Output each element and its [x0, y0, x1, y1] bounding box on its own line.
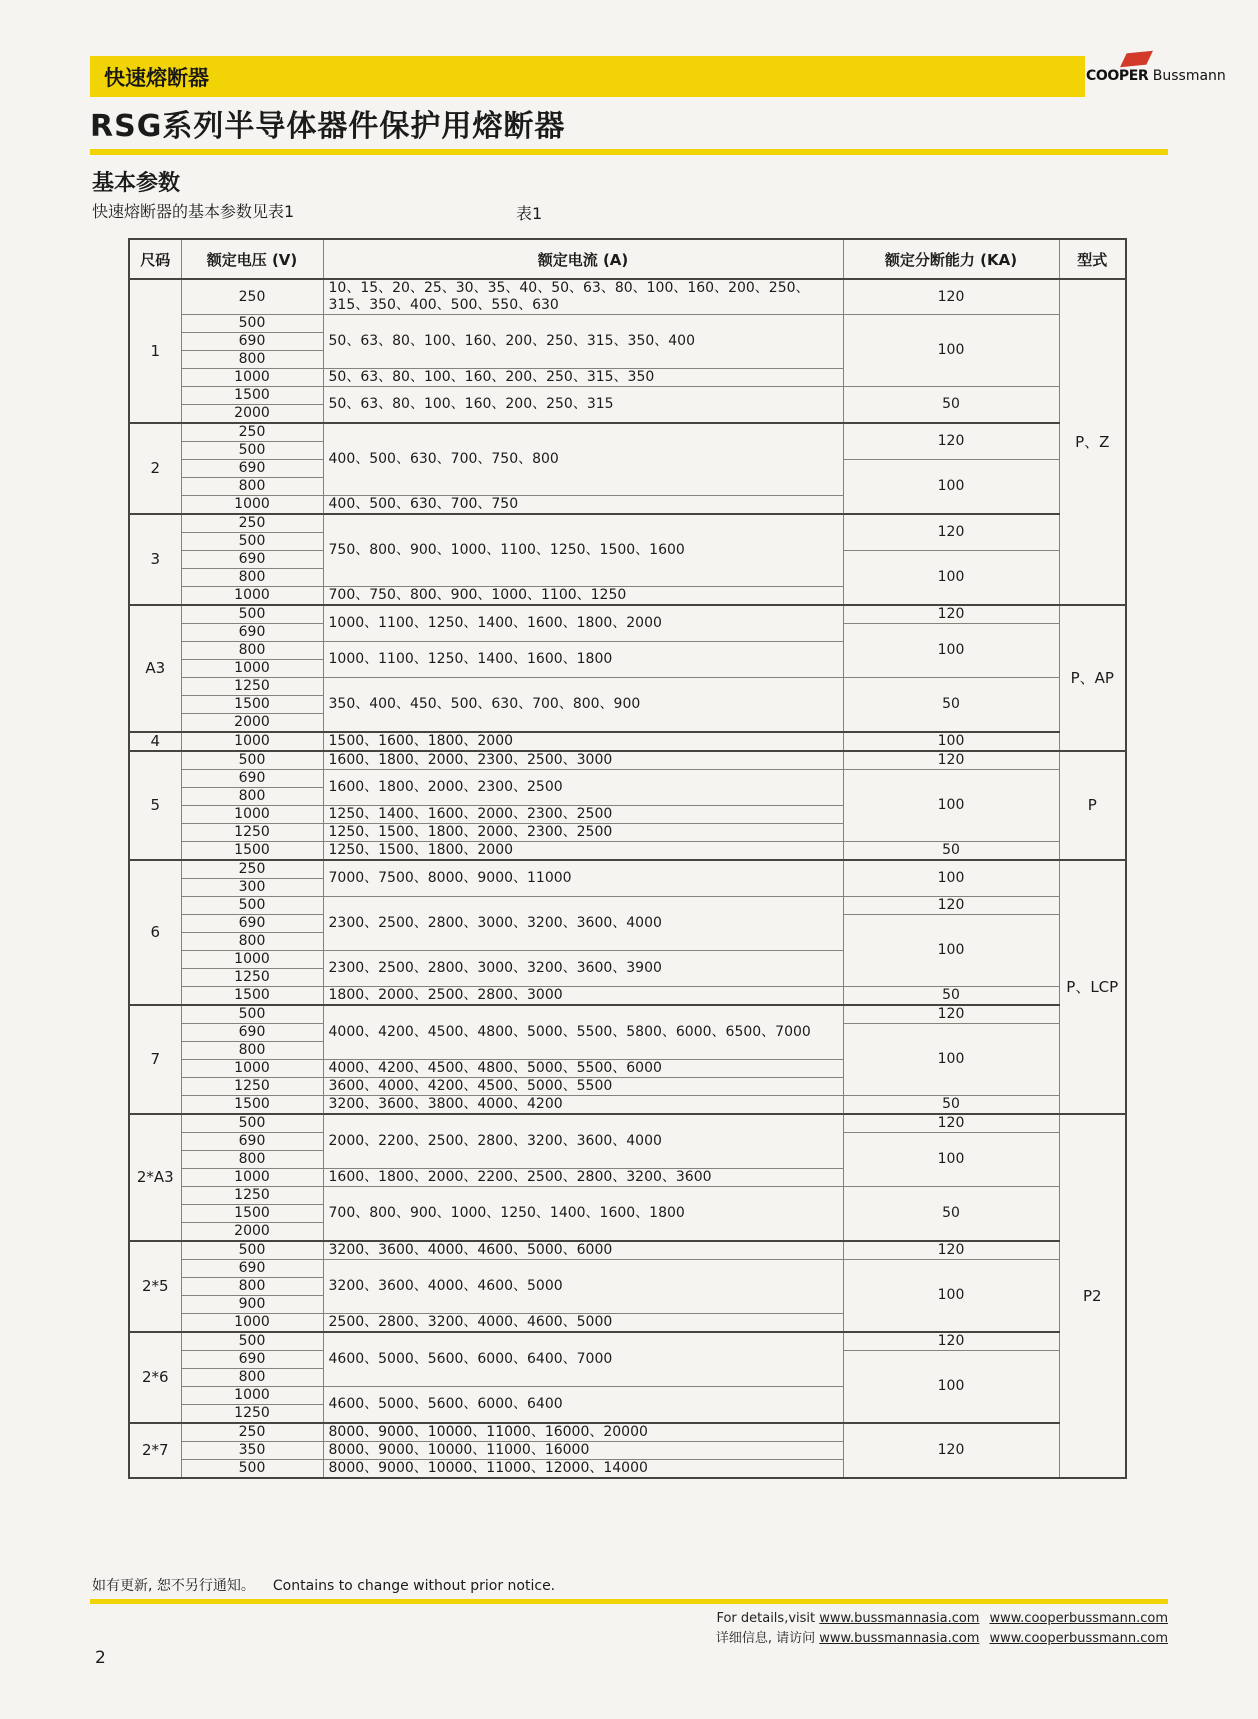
ka-cell: 120 [843, 423, 1059, 460]
voltage-cell: 500 [181, 1241, 323, 1260]
table-row [129, 1423, 1126, 1442]
current-cell: 50、63、80、100、160、200、250、315、350 [323, 369, 843, 387]
current-cell: 50、63、80、100、160、200、250、315 [323, 387, 843, 424]
table-row [129, 387, 1126, 405]
voltage-cell: 1000 [181, 496, 323, 515]
ka-cell: 100 [843, 770, 1059, 842]
voltage-cell: 800 [181, 1278, 323, 1296]
voltage-cell: 690 [181, 1351, 323, 1369]
table-row [129, 732, 1126, 751]
voltage-cell: 1000 [181, 1387, 323, 1405]
current-cell: 3600、4000、4200、4500、5000、5500 [323, 1078, 843, 1096]
params-table [128, 238, 1127, 1479]
voltage-cell: 1000 [181, 587, 323, 606]
voltage-cell: 1000 [181, 369, 323, 387]
voltage-cell: 500 [181, 1114, 323, 1133]
ka-cell: 100 [843, 315, 1059, 387]
table-row [129, 605, 1126, 624]
col-header-size: 尺码 [129, 239, 181, 279]
footer-links [716, 1609, 1168, 1649]
current-cell: 350、400、450、500、630、700、800、900 [323, 678, 843, 733]
table-caption: 表1 [516, 204, 543, 223]
type-cell: P、LCP [1059, 860, 1126, 1114]
ka-cell: 100 [843, 460, 1059, 515]
table-row [129, 1005, 1126, 1024]
voltage-cell: 690 [181, 915, 323, 933]
voltage-cell: 350 [181, 1442, 323, 1460]
ka-cell: 50 [843, 1187, 1059, 1242]
current-cell: 400、500、630、700、750 [323, 496, 843, 515]
ka-cell: 100 [843, 1133, 1059, 1187]
table-row [129, 860, 1126, 879]
logo-bussmann: Bussmann [1152, 68, 1226, 84]
voltage-cell: 800 [181, 351, 323, 369]
ka-cell: 120 [843, 605, 1059, 624]
voltage-cell: 690 [181, 624, 323, 642]
voltage-cell: 800 [181, 933, 323, 951]
voltage-cell: 250 [181, 423, 323, 442]
section-heading: 基本参数 [92, 171, 181, 196]
ka-cell: 100 [843, 624, 1059, 678]
page-title: RSG系列半导体器件保护用熔断器 [90, 109, 566, 144]
section-subtitle: 快速熔断器的基本参数见表1 [92, 202, 295, 221]
voltage-cell: 690 [181, 551, 323, 569]
ka-cell: 100 [843, 915, 1059, 987]
size-cell: 7 [129, 1005, 181, 1114]
voltage-cell: 900 [181, 1296, 323, 1314]
yellow-rule-top [90, 149, 1168, 155]
voltage-cell: 1000 [181, 732, 323, 751]
params-table-grid [128, 238, 1127, 1479]
table-row [129, 751, 1126, 770]
size-cell: A3 [129, 605, 181, 732]
voltage-cell: 1500 [181, 1205, 323, 1223]
voltage-cell: 800 [181, 642, 323, 660]
footer-note-en: Contains to change without prior notice. [272, 1578, 556, 1594]
table-row [129, 842, 1126, 861]
page-number: 2 [95, 1648, 106, 1668]
voltage-cell: 800 [181, 478, 323, 496]
bussmannasia-link-zh[interactable]: www.bussmannasia.com [819, 1631, 980, 1646]
cooperbussmann-link-zh[interactable]: www.cooperbussmann.com [989, 1631, 1168, 1646]
ka-cell: 120 [843, 1241, 1059, 1260]
voltage-cell: 800 [181, 1151, 323, 1169]
current-cell: 2300、2500、2800、3000、3200、3600、4000 [323, 897, 843, 951]
current-cell: 1600、1800、2000、2300、2500 [323, 770, 843, 806]
ka-cell: 50 [843, 387, 1059, 424]
voltage-cell: 690 [181, 770, 323, 788]
voltage-cell: 1000 [181, 660, 323, 678]
voltage-cell: 1250 [181, 969, 323, 987]
size-cell: 4 [129, 732, 181, 751]
size-cell: 6 [129, 860, 181, 1005]
current-cell: 1250、1500、1800、2000、2300、2500 [323, 824, 843, 842]
voltage-cell: 1250 [181, 1405, 323, 1424]
table-row [129, 678, 1126, 696]
voltage-cell: 2000 [181, 1223, 323, 1242]
voltage-cell: 1250 [181, 824, 323, 842]
voltage-cell: 1500 [181, 387, 323, 405]
voltage-cell: 300 [181, 879, 323, 897]
current-cell: 7000、7500、8000、9000、11000 [323, 860, 843, 897]
params-table-body [129, 279, 1126, 1478]
size-cell: 2*A3 [129, 1114, 181, 1241]
current-cell: 4000、4200、4500、4800、5000、5500、5800、6000、6500、7000 [323, 1005, 843, 1060]
current-cell: 1000、1100、1250、1400、1600、1800、2000 [323, 605, 843, 642]
voltage-cell: 1250 [181, 1078, 323, 1096]
voltage-cell: 1000 [181, 1060, 323, 1078]
size-cell: 3 [129, 514, 181, 605]
ka-cell: 100 [843, 1260, 1059, 1333]
voltage-cell: 690 [181, 1024, 323, 1042]
current-cell: 2500、2800、3200、4000、4600、5000 [323, 1314, 843, 1333]
table-row [129, 770, 1126, 788]
current-cell: 2000、2200、2500、2800、3200、3600、4000 [323, 1114, 843, 1169]
type-cell: P、AP [1059, 605, 1126, 751]
voltage-cell: 500 [181, 1332, 323, 1351]
table-row [129, 315, 1126, 333]
current-cell: 50、63、80、100、160、200、250、315、350、400 [323, 315, 843, 369]
cooper-bussmann-logo [1086, 52, 1226, 84]
footer-note-zh: 如有更新, 恕不另行通知。 [92, 1578, 255, 1594]
col-header-voltage: 额定电压 (V) [181, 239, 323, 279]
voltage-cell: 500 [181, 533, 323, 551]
voltage-cell: 690 [181, 333, 323, 351]
current-cell: 8000、9000、10000、11000、12000、14000 [323, 1460, 843, 1479]
table-row [129, 1096, 1126, 1115]
size-cell: 1 [129, 279, 181, 423]
current-cell: 3200、3600、4000、4600、5000、6000 [323, 1241, 843, 1260]
current-cell: 700、750、800、900、1000、1100、1250 [323, 587, 843, 606]
table-row [129, 1114, 1126, 1133]
voltage-cell: 690 [181, 460, 323, 478]
ka-cell: 50 [843, 842, 1059, 861]
voltage-cell: 1250 [181, 1187, 323, 1205]
voltage-cell: 1000 [181, 1169, 323, 1187]
current-cell: 1000、1100、1250、1400、1600、1800 [323, 642, 843, 678]
current-cell: 8000、9000、10000、11000、16000、20000 [323, 1423, 843, 1442]
ka-cell: 120 [843, 751, 1059, 770]
voltage-cell: 800 [181, 788, 323, 806]
voltage-cell: 800 [181, 569, 323, 587]
table-row [129, 279, 1126, 315]
voltage-cell: 500 [181, 442, 323, 460]
yellow-rule-bottom [90, 1599, 1168, 1604]
banner-label: 快速熔断器 [104, 65, 209, 90]
table-row [129, 423, 1126, 442]
ka-cell: 50 [843, 987, 1059, 1006]
voltage-cell: 690 [181, 1133, 323, 1151]
current-cell: 2300、2500、2800、3000、3200、3600、3900 [323, 951, 843, 987]
current-cell: 1250、1500、1800、2000 [323, 842, 843, 861]
cooperbussmann-link[interactable]: www.cooperbussmann.com [989, 1611, 1168, 1626]
voltage-cell: 800 [181, 1042, 323, 1060]
ka-cell: 120 [843, 279, 1059, 315]
size-cell: 2*6 [129, 1332, 181, 1423]
current-cell: 700、800、900、1000、1250、1400、1600、1800 [323, 1187, 843, 1242]
voltage-cell: 690 [181, 1260, 323, 1278]
current-cell: 10、15、20、25、30、35、40、50、63、80、100、160、200、250、315、350、400、500、550、630 [323, 279, 843, 315]
ka-cell: 50 [843, 1096, 1059, 1115]
voltage-cell: 1500 [181, 842, 323, 861]
footer-links-line-zh [716, 1629, 1168, 1649]
table-row [129, 987, 1126, 1006]
voltage-cell: 800 [181, 1369, 323, 1387]
table-row [129, 1332, 1126, 1351]
voltage-cell: 250 [181, 514, 323, 533]
current-cell: 400、500、630、700、750、800 [323, 423, 843, 496]
voltage-cell: 250 [181, 860, 323, 879]
current-cell: 1600、1800、2000、2300、2500、3000 [323, 751, 843, 770]
current-cell: 1600、1800、2000、2200、2500、2800、3200、3600 [323, 1169, 843, 1187]
table-row [129, 1241, 1126, 1260]
current-cell: 750、800、900、1000、1100、1250、1500、1600 [323, 514, 843, 587]
voltage-cell: 1500 [181, 1096, 323, 1115]
current-cell: 4000、4200、4500、4800、5000、5500、6000 [323, 1060, 843, 1078]
table-row [129, 897, 1126, 915]
voltage-cell: 1500 [181, 987, 323, 1006]
type-cell: P2 [1059, 1114, 1126, 1478]
current-cell: 1500、1600、1800、2000 [323, 732, 843, 751]
voltage-cell: 250 [181, 1423, 323, 1442]
table-row [129, 1187, 1126, 1205]
size-cell: 2 [129, 423, 181, 514]
voltage-cell: 1000 [181, 806, 323, 824]
voltage-cell: 1500 [181, 696, 323, 714]
current-cell: 4600、5000、5600、6000、6400、7000 [323, 1332, 843, 1387]
table-header-row [129, 239, 1126, 279]
voltage-cell: 1000 [181, 951, 323, 969]
voltage-cell: 500 [181, 1005, 323, 1024]
ka-cell: 100 [843, 551, 1059, 606]
footer-links-line-en [716, 1609, 1168, 1629]
size-cell: 2*7 [129, 1423, 181, 1478]
voltage-cell: 2000 [181, 714, 323, 733]
size-cell: 2*5 [129, 1241, 181, 1332]
voltage-cell: 500 [181, 897, 323, 915]
ka-cell: 120 [843, 514, 1059, 551]
col-header-type: 型式 [1059, 239, 1126, 279]
ka-cell: 120 [843, 1423, 1059, 1478]
current-cell: 3200、3600、3800、4000、4200 [323, 1096, 843, 1115]
voltage-cell: 500 [181, 315, 323, 333]
logo-cooper: COOPER [1086, 68, 1149, 84]
voltage-cell: 2000 [181, 405, 323, 424]
top-banner [90, 56, 1085, 97]
ka-cell: 100 [843, 1351, 1059, 1424]
size-cell: 5 [129, 751, 181, 860]
col-header-current: 额定电流 (A) [323, 239, 843, 279]
footer-links-prefix-zh: 详细信息, 请访问 [715, 1631, 816, 1646]
table-row [129, 514, 1126, 533]
logo-text [1086, 68, 1226, 84]
current-cell: 1800、2000、2500、2800、3000 [323, 987, 843, 1006]
type-cell: P、Z [1059, 279, 1126, 605]
ka-cell: 120 [843, 1114, 1059, 1133]
ka-cell: 100 [843, 860, 1059, 897]
current-cell: 1250、1400、1600、2000、2300、2500 [323, 806, 843, 824]
current-cell: 4600、5000、5600、6000、6400 [323, 1387, 843, 1424]
ka-cell: 120 [843, 897, 1059, 915]
voltage-cell: 250 [181, 279, 323, 315]
footer-note [92, 1575, 555, 1595]
footer-links-prefix-en: For details,visit [716, 1611, 816, 1626]
voltage-cell: 1250 [181, 678, 323, 696]
voltage-cell: 1000 [181, 1314, 323, 1333]
voltage-cell: 500 [181, 605, 323, 624]
current-cell: 8000、9000、10000、11000、16000 [323, 1442, 843, 1460]
ka-cell: 100 [843, 1024, 1059, 1096]
ka-cell: 50 [843, 678, 1059, 733]
ka-cell: 120 [843, 1005, 1059, 1024]
voltage-cell: 500 [181, 1460, 323, 1479]
type-cell: P [1059, 751, 1126, 860]
bussmannasia-link[interactable]: www.bussmannasia.com [819, 1611, 980, 1626]
ka-cell: 120 [843, 1332, 1059, 1351]
col-header-breaking-capacity: 额定分断能力 (KA) [843, 239, 1059, 279]
logo-flag-icon [1120, 51, 1153, 68]
ka-cell: 100 [843, 732, 1059, 751]
table-row [129, 1260, 1126, 1278]
voltage-cell: 500 [181, 751, 323, 770]
current-cell: 3200、3600、4000、4600、5000 [323, 1260, 843, 1314]
